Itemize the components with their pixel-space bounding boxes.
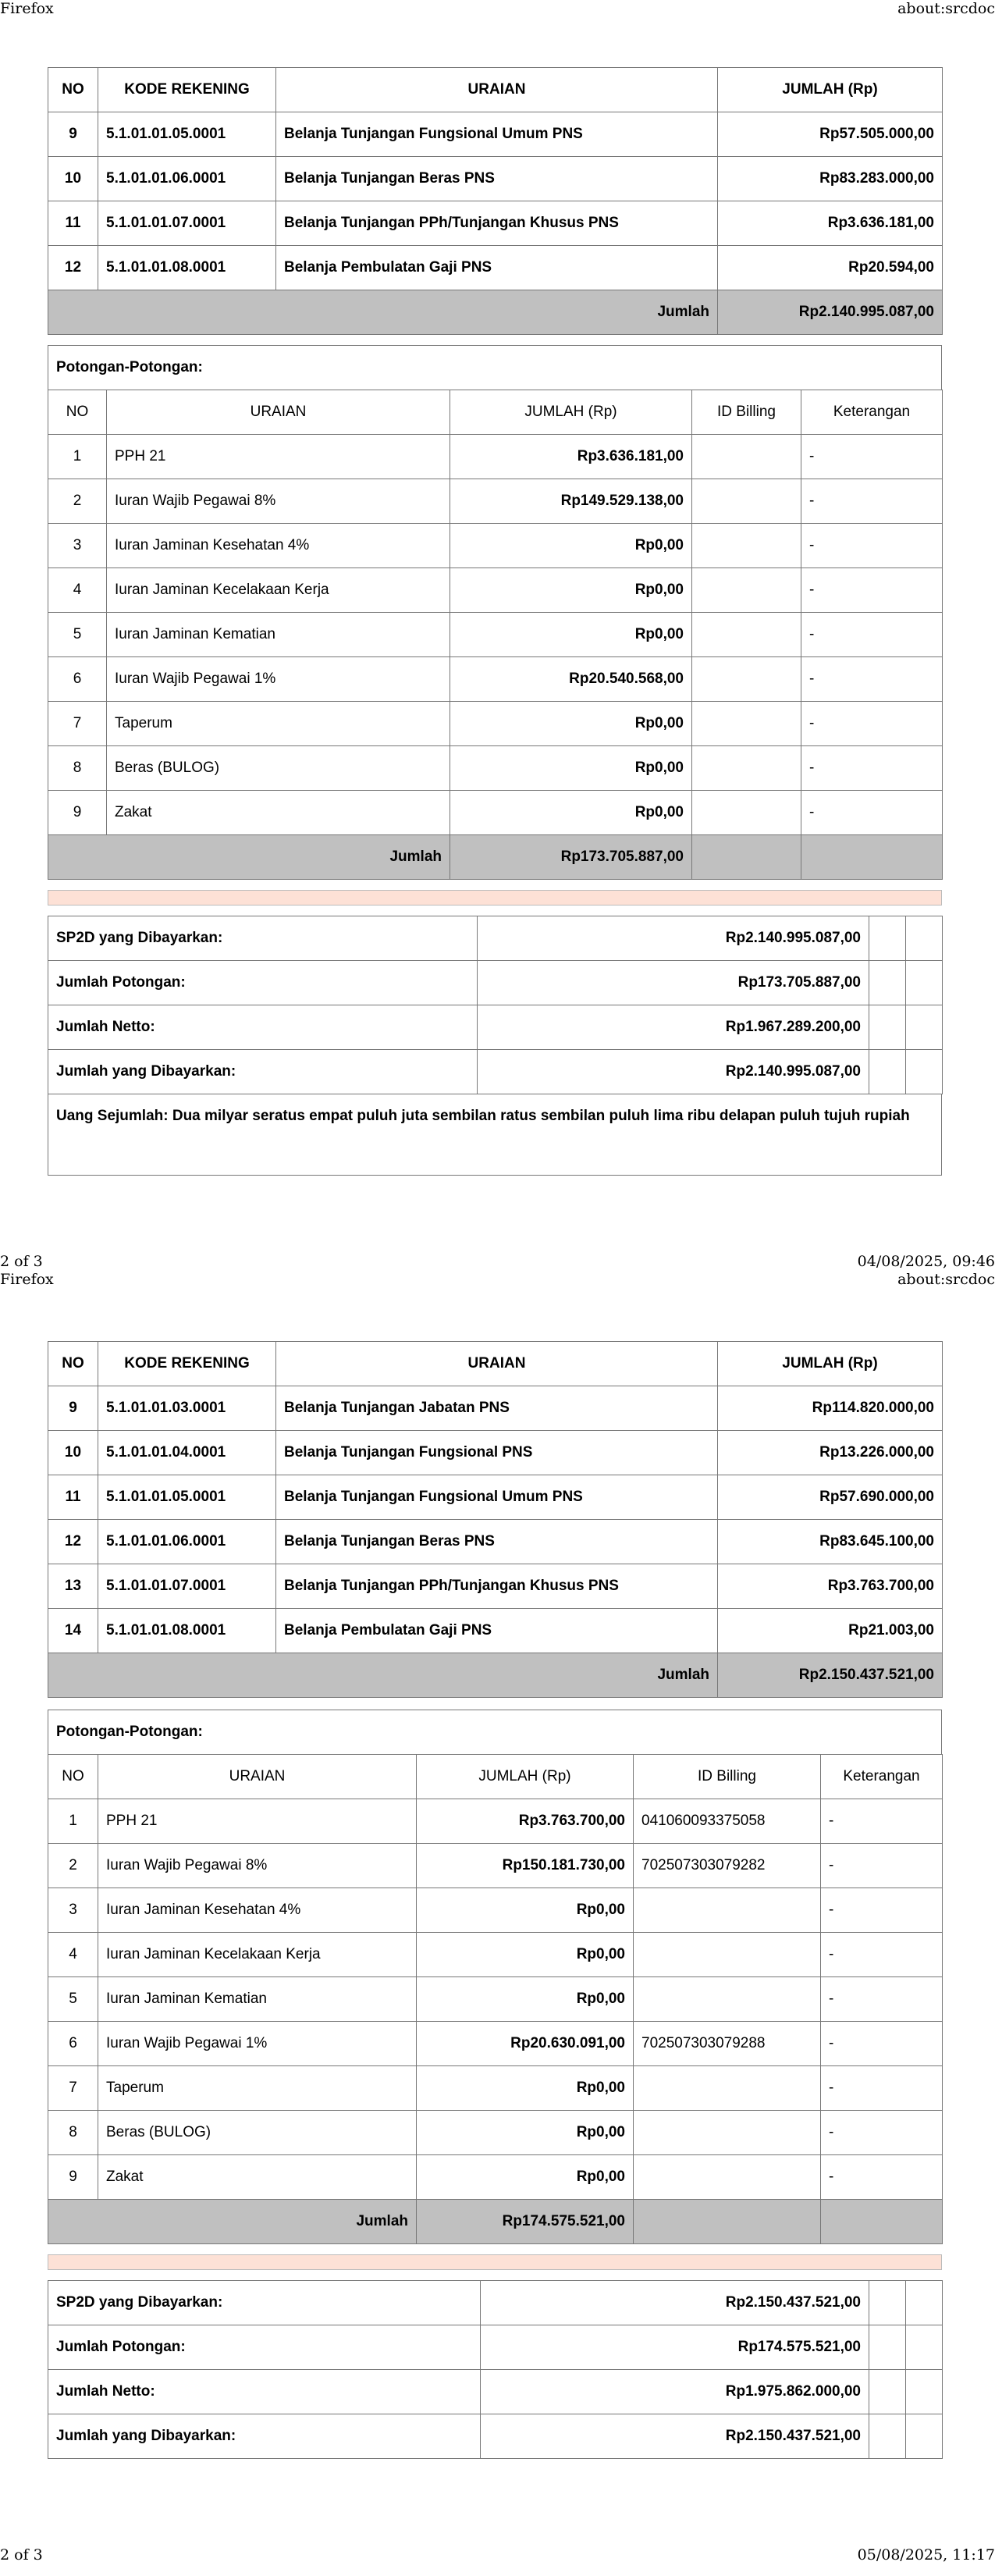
row-keterangan: - xyxy=(821,1933,943,1977)
row-billing xyxy=(692,702,801,746)
row-keterangan: - xyxy=(821,2111,943,2155)
row-jumlah: Rp0,00 xyxy=(450,702,692,746)
empty-cell xyxy=(906,1005,943,1050)
summary-value: Rp174.575.521,00 xyxy=(481,2325,869,2370)
row-uraian: PPH 21 xyxy=(107,435,450,479)
row-jumlah: Rp0,00 xyxy=(417,2066,634,2111)
row-no: 12 xyxy=(48,1520,98,1564)
summary-value: Rp1.975.862.000,00 xyxy=(481,2370,869,2414)
col-header: URAIAN xyxy=(98,1755,417,1799)
row-uraian: Zakat xyxy=(98,2155,417,2200)
row-jumlah: Rp3.636.181,00 xyxy=(718,201,943,246)
row-keterangan: - xyxy=(801,702,943,746)
row-uraian: Iuran Wajib Pegawai 8% xyxy=(107,479,450,524)
empty-cell xyxy=(869,2414,906,2459)
row-keterangan: - xyxy=(821,1888,943,1933)
row-billing xyxy=(692,746,801,791)
row-jumlah: Rp3.636.181,00 xyxy=(450,435,692,479)
row-no: 7 xyxy=(48,2066,98,2111)
summary-row xyxy=(48,2281,943,2325)
row-no: 4 xyxy=(48,568,107,613)
browser-name: Firefox xyxy=(0,1271,54,1288)
row-keterangan: - xyxy=(801,568,943,613)
total-value: Rp2.140.995.087,00 xyxy=(718,290,943,335)
table-header-row xyxy=(48,68,943,112)
table-header-row xyxy=(48,1755,943,1799)
empty-cell xyxy=(906,2414,943,2459)
row-billing xyxy=(692,524,801,568)
empty-cell xyxy=(869,916,906,961)
row-keterangan: - xyxy=(801,613,943,657)
row-uraian: Taperum xyxy=(107,702,450,746)
row-jumlah: Rp0,00 xyxy=(450,746,692,791)
empty-cell xyxy=(634,2200,821,2244)
row-billing xyxy=(634,2155,821,2200)
empty-cell xyxy=(906,1050,943,1094)
row-jumlah: Rp0,00 xyxy=(450,568,692,613)
row-keterangan: - xyxy=(801,791,943,835)
row-billing xyxy=(692,657,801,702)
row-jumlah: Rp0,00 xyxy=(417,2155,634,2200)
row-jumlah: Rp150.181.730,00 xyxy=(417,1844,634,1888)
potongan-table xyxy=(48,390,943,880)
row-jumlah: Rp0,00 xyxy=(450,524,692,568)
row-keterangan: - xyxy=(801,435,943,479)
row-no: 9 xyxy=(48,2155,98,2200)
row-jumlah: Rp3.763.700,00 xyxy=(417,1799,634,1844)
empty-cell xyxy=(906,916,943,961)
empty-cell xyxy=(692,835,801,880)
potongan-table xyxy=(48,1754,943,2244)
table-row xyxy=(48,2111,943,2155)
table-row xyxy=(48,1520,943,1564)
summary-value: Rp2.140.995.087,00 xyxy=(478,1050,869,1094)
row-billing xyxy=(692,791,801,835)
row-billing xyxy=(634,2066,821,2111)
table-row xyxy=(48,657,943,702)
footer-page-number: 2 of 3 xyxy=(0,2546,43,2564)
total-value: Rp2.150.437.521,00 xyxy=(718,1653,943,1698)
row-uraian: Iuran Wajib Pegawai 1% xyxy=(107,657,450,702)
summary-label: Jumlah Netto: xyxy=(48,1005,478,1050)
table-row xyxy=(48,1386,943,1431)
table-row xyxy=(48,246,943,290)
row-billing xyxy=(634,1977,821,2022)
table-row xyxy=(48,479,943,524)
row-uraian: Belanja Tunjangan PPh/Tunjangan Khusus PNS xyxy=(276,1564,718,1609)
row-kode: 5.1.01.01.07.0001 xyxy=(98,201,276,246)
table-row xyxy=(48,1977,943,2022)
summary-row xyxy=(48,2370,943,2414)
row-uraian: Iuran Wajib Pegawai 1% xyxy=(98,2022,417,2066)
summary-value: Rp2.140.995.087,00 xyxy=(478,916,869,961)
row-no: 4 xyxy=(48,1933,98,1977)
row-keterangan: - xyxy=(821,2022,943,2066)
total-label: Jumlah xyxy=(48,290,718,335)
total-row xyxy=(48,290,943,335)
empty-cell xyxy=(869,1005,906,1050)
total-value: Rp174.575.521,00 xyxy=(417,2200,634,2244)
separator-band xyxy=(48,890,942,906)
table-row xyxy=(48,613,943,657)
row-uraian: Iuran Jaminan Kematian xyxy=(107,613,450,657)
table-row xyxy=(48,1564,943,1609)
row-uraian: Beras (BULOG) xyxy=(107,746,450,791)
potongan-title: Potongan-Potongan: xyxy=(48,1710,942,1754)
row-keterangan: - xyxy=(821,2066,943,2111)
row-jumlah: Rp83.645.100,00 xyxy=(718,1520,943,1564)
total-row xyxy=(48,2200,943,2244)
summary-label: Jumlah yang Dibayarkan: xyxy=(48,1050,478,1094)
row-keterangan: - xyxy=(801,746,943,791)
col-header: NO xyxy=(48,1342,98,1386)
row-keterangan: - xyxy=(801,657,943,702)
summary-value: Rp2.150.437.521,00 xyxy=(481,2414,869,2459)
row-jumlah: Rp0,00 xyxy=(450,613,692,657)
row-no: 2 xyxy=(48,479,107,524)
table-row xyxy=(48,1609,943,1653)
table-row xyxy=(48,201,943,246)
row-jumlah: Rp3.763.700,00 xyxy=(718,1564,943,1609)
terbilang-box xyxy=(48,1094,942,1176)
row-uraian: Beras (BULOG) xyxy=(98,2111,417,2155)
row-uraian: Belanja Tunjangan PPh/Tunjangan Khusus PNS xyxy=(276,201,718,246)
row-no: 12 xyxy=(48,246,98,290)
row-kode: 5.1.01.01.05.0001 xyxy=(98,1475,276,1520)
empty-cell xyxy=(869,1050,906,1094)
summary-label: SP2D yang Dibayarkan: xyxy=(48,916,478,961)
row-no: 1 xyxy=(48,1799,98,1844)
row-no: 9 xyxy=(48,1386,98,1431)
table-row xyxy=(48,524,943,568)
row-no: 1 xyxy=(48,435,107,479)
col-header: Keterangan xyxy=(821,1755,943,1799)
row-jumlah: Rp0,00 xyxy=(450,791,692,835)
row-keterangan: - xyxy=(821,1799,943,1844)
row-uraian: Belanja Tunjangan Fungsional PNS xyxy=(276,1431,718,1475)
summary-table xyxy=(48,2280,943,2459)
empty-cell xyxy=(869,2281,906,2325)
empty-cell xyxy=(906,2325,943,2370)
row-billing: 041060093375058 xyxy=(634,1799,821,1844)
empty-cell xyxy=(906,2281,943,2325)
summary-row xyxy=(48,1005,943,1050)
row-keterangan: - xyxy=(821,2155,943,2200)
row-billing: 702507303079288 xyxy=(634,2022,821,2066)
empty-cell xyxy=(869,961,906,1005)
table-row xyxy=(48,1431,943,1475)
col-header: KODE REKENING xyxy=(98,1342,276,1386)
table-row xyxy=(48,157,943,201)
row-keterangan: - xyxy=(801,479,943,524)
table-row xyxy=(48,746,943,791)
row-no: 6 xyxy=(48,2022,98,2066)
row-jumlah: Rp0,00 xyxy=(417,1933,634,1977)
total-label: Jumlah xyxy=(48,2200,417,2244)
col-header: JUMLAH (Rp) xyxy=(450,390,692,435)
row-jumlah: Rp13.226.000,00 xyxy=(718,1431,943,1475)
total-label: Jumlah xyxy=(48,1653,718,1698)
col-header: NO xyxy=(48,68,98,112)
row-jumlah: Rp20.630.091,00 xyxy=(417,2022,634,2066)
row-kode: 5.1.01.01.05.0001 xyxy=(98,112,276,157)
table-row xyxy=(48,1799,943,1844)
table-row xyxy=(48,2066,943,2111)
table-row xyxy=(48,791,943,835)
browser-name: Firefox xyxy=(0,0,54,17)
row-uraian: Iuran Jaminan Kematian xyxy=(98,1977,417,2022)
row-billing xyxy=(634,1888,821,1933)
row-no: 10 xyxy=(48,157,98,201)
row-uraian: Iuran Jaminan Kecelakaan Kerja xyxy=(107,568,450,613)
row-jumlah: Rp21.003,00 xyxy=(718,1609,943,1653)
row-no: 8 xyxy=(48,746,107,791)
row-uraian: Belanja Tunjangan Beras PNS xyxy=(276,1520,718,1564)
col-header: ID Billing xyxy=(692,390,801,435)
col-header: URAIAN xyxy=(276,68,718,112)
row-no: 11 xyxy=(48,201,98,246)
row-jumlah: Rp149.529.138,00 xyxy=(450,479,692,524)
row-no: 5 xyxy=(48,1977,98,2022)
empty-cell xyxy=(821,2200,943,2244)
row-uraian: PPH 21 xyxy=(98,1799,417,1844)
row-billing: 702507303079282 xyxy=(634,1844,821,1888)
summary-label: Jumlah yang Dibayarkan: xyxy=(48,2414,481,2459)
table-row xyxy=(48,702,943,746)
row-keterangan: - xyxy=(821,1977,943,2022)
footer-date: 05/08/2025, 11:17 xyxy=(857,2546,995,2564)
row-jumlah: Rp0,00 xyxy=(417,2111,634,2155)
total-label: Jumlah xyxy=(48,835,450,880)
col-header: NO xyxy=(48,1755,98,1799)
total-row xyxy=(48,835,943,880)
empty-cell xyxy=(906,2370,943,2414)
row-no: 13 xyxy=(48,1564,98,1609)
table-row xyxy=(48,1888,943,1933)
row-uraian: Zakat xyxy=(107,791,450,835)
row-kode: 5.1.01.01.04.0001 xyxy=(98,1431,276,1475)
row-kode: 5.1.01.01.07.0001 xyxy=(98,1564,276,1609)
summary-table xyxy=(48,916,943,1094)
row-no: 2 xyxy=(48,1844,98,1888)
row-uraian: Iuran Jaminan Kesehatan 4% xyxy=(98,1888,417,1933)
row-no: 6 xyxy=(48,657,107,702)
row-kode: 5.1.01.01.03.0001 xyxy=(98,1386,276,1431)
row-no: 8 xyxy=(48,2111,98,2155)
row-uraian: Belanja Tunjangan Beras PNS xyxy=(276,157,718,201)
row-billing xyxy=(634,1933,821,1977)
row-uraian: Iuran Jaminan Kecelakaan Kerja xyxy=(98,1933,417,1977)
row-uraian: Iuran Jaminan Kesehatan 4% xyxy=(107,524,450,568)
table-row xyxy=(48,435,943,479)
row-kode: 5.1.01.01.06.0001 xyxy=(98,1520,276,1564)
total-value: Rp173.705.887,00 xyxy=(450,835,692,880)
col-header: URAIAN xyxy=(276,1342,718,1386)
separator-band xyxy=(48,2254,942,2270)
row-jumlah: Rp0,00 xyxy=(417,1977,634,2022)
row-jumlah: Rp0,00 xyxy=(417,1888,634,1933)
summary-row xyxy=(48,916,943,961)
table-row xyxy=(48,568,943,613)
page-url: about:srcdoc xyxy=(897,0,995,17)
summary-label: SP2D yang Dibayarkan: xyxy=(48,2281,481,2325)
summary-label: Jumlah Potongan: xyxy=(48,2325,481,2370)
footer-page-number: 2 of 3 xyxy=(0,1253,43,1270)
col-header: URAIAN xyxy=(107,390,450,435)
row-billing xyxy=(634,2111,821,2155)
col-header: KODE REKENING xyxy=(98,68,276,112)
col-header: JUMLAH (Rp) xyxy=(718,68,943,112)
col-header: JUMLAH (Rp) xyxy=(718,1342,943,1386)
belanja-table xyxy=(48,1341,943,1698)
row-no: 14 xyxy=(48,1609,98,1653)
summary-row xyxy=(48,2325,943,2370)
potongan-title: Potongan-Potongan: xyxy=(48,345,942,390)
page-url: about:srcdoc xyxy=(897,1271,995,1288)
row-uraian: Iuran Wajib Pegawai 8% xyxy=(98,1844,417,1888)
belanja-table xyxy=(48,67,943,335)
row-kode: 5.1.01.01.08.0001 xyxy=(98,1609,276,1653)
row-no: 5 xyxy=(48,613,107,657)
table-row xyxy=(48,1933,943,1977)
row-uraian: Taperum xyxy=(98,2066,417,2111)
table-header-row xyxy=(48,1342,943,1386)
terbilang-text: Uang Sejumlah: Dua milyar seratus empat puluh juta sembilan ratus sembilan puluh lima ribu delapan puluh tujuh rupiah xyxy=(56,1108,910,1124)
row-no: 9 xyxy=(48,112,98,157)
row-no: 10 xyxy=(48,1431,98,1475)
empty-cell xyxy=(869,2325,906,2370)
table-row xyxy=(48,112,943,157)
row-kode: 5.1.01.01.06.0001 xyxy=(98,157,276,201)
row-no: 3 xyxy=(48,524,107,568)
row-jumlah: Rp114.820.000,00 xyxy=(718,1386,943,1431)
row-no: 11 xyxy=(48,1475,98,1520)
summary-label: Jumlah Potongan: xyxy=(48,961,478,1005)
row-billing xyxy=(692,568,801,613)
empty-cell xyxy=(801,835,943,880)
summary-row xyxy=(48,1050,943,1094)
row-no: 3 xyxy=(48,1888,98,1933)
summary-value: Rp173.705.887,00 xyxy=(478,961,869,1005)
col-header: ID Billing xyxy=(634,1755,821,1799)
row-no: 9 xyxy=(48,791,107,835)
table-row xyxy=(48,1475,943,1520)
row-jumlah: Rp57.690.000,00 xyxy=(718,1475,943,1520)
row-jumlah: Rp57.505.000,00 xyxy=(718,112,943,157)
row-jumlah: Rp20.594,00 xyxy=(718,246,943,290)
table-header-row xyxy=(48,390,943,435)
row-billing xyxy=(692,435,801,479)
total-row xyxy=(48,1653,943,1698)
col-header: NO xyxy=(48,390,107,435)
row-jumlah: Rp20.540.568,00 xyxy=(450,657,692,702)
row-billing xyxy=(692,613,801,657)
row-uraian: Belanja Pembulatan Gaji PNS xyxy=(276,1609,718,1653)
row-uraian: Belanja Tunjangan Fungsional Umum PNS xyxy=(276,112,718,157)
row-keterangan: - xyxy=(821,1844,943,1888)
col-header: Keterangan xyxy=(801,390,943,435)
empty-cell xyxy=(869,2370,906,2414)
row-keterangan: - xyxy=(801,524,943,568)
row-kode: 5.1.01.01.08.0001 xyxy=(98,246,276,290)
table-row xyxy=(48,1844,943,1888)
summary-row xyxy=(48,961,943,1005)
row-uraian: Belanja Tunjangan Fungsional Umum PNS xyxy=(276,1475,718,1520)
summary-value: Rp1.967.289.200,00 xyxy=(478,1005,869,1050)
footer-date: 04/08/2025, 09:46 xyxy=(857,1253,995,1270)
summary-value: Rp2.150.437.521,00 xyxy=(481,2281,869,2325)
summary-row xyxy=(48,2414,943,2459)
table-row xyxy=(48,2022,943,2066)
table-row xyxy=(48,2155,943,2200)
row-no: 7 xyxy=(48,702,107,746)
row-uraian: Belanja Pembulatan Gaji PNS xyxy=(276,246,718,290)
row-billing xyxy=(692,479,801,524)
row-uraian: Belanja Tunjangan Jabatan PNS xyxy=(276,1386,718,1431)
summary-label: Jumlah Netto: xyxy=(48,2370,481,2414)
row-jumlah: Rp83.283.000,00 xyxy=(718,157,943,201)
col-header: JUMLAH (Rp) xyxy=(417,1755,634,1799)
empty-cell xyxy=(906,961,943,1005)
